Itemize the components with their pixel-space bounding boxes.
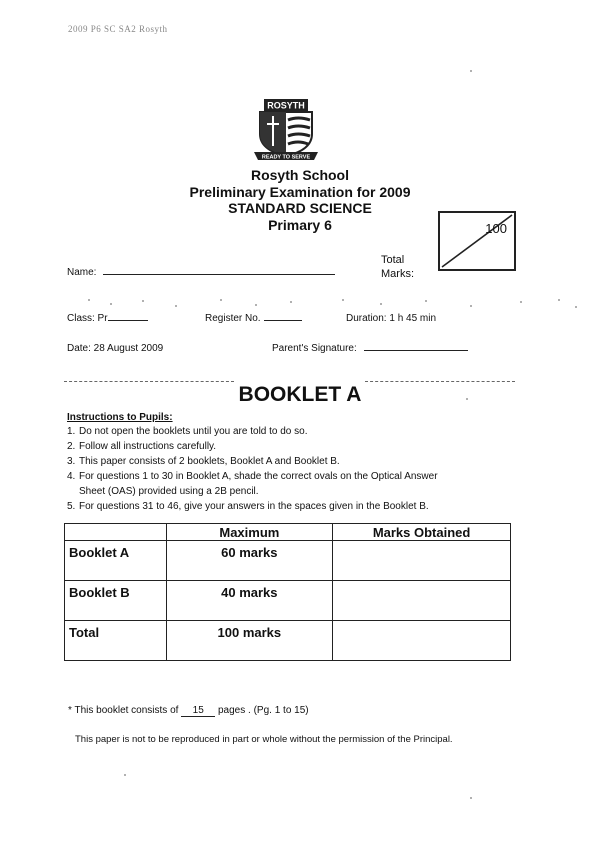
register-label: Register No. (205, 313, 261, 324)
row-max: 40 marks (166, 581, 333, 621)
total-marks-label (381, 253, 414, 281)
row-max: 60 marks (166, 541, 333, 581)
instruction-item (67, 469, 537, 484)
booklet-title: BOOKLET A (238, 383, 362, 406)
row-obtained[interactable] (333, 541, 511, 581)
instruction-number: 2. (67, 441, 76, 452)
pages-note-suffix: pages . (Pg. 1 to 15) (218, 705, 309, 716)
table-row (65, 581, 511, 621)
duration: Duration: 1 h 45 min (346, 313, 437, 324)
total-marks-box (438, 211, 516, 271)
instruction-item (67, 484, 537, 499)
instructions-list (67, 424, 537, 514)
pages-note-prefix: * This booklet consists of (68, 705, 179, 716)
exam-date: Date: 28 August 2009 (67, 343, 164, 354)
instruction-text: Follow all instructions carefully. (79, 441, 217, 452)
instruction-number: 4. (67, 471, 76, 482)
page-count: 15 (181, 705, 215, 717)
row-max: 100 marks (166, 621, 333, 661)
table-header (65, 524, 167, 541)
table-header-row (65, 524, 511, 541)
total-marks-max: 100 (485, 221, 507, 236)
instruction-text: Do not open the booklets until you are told to do so. (79, 426, 308, 437)
scan-speck (466, 398, 468, 400)
instruction-number: 1. (67, 426, 76, 437)
instruction-text: For questions 31 to 46, give your answers in the spaces given in the Booklet B. (79, 501, 429, 512)
divider-right (365, 381, 515, 382)
instruction-number: 5. (67, 501, 76, 512)
scan-noise (80, 297, 580, 309)
pages-note (68, 705, 309, 717)
row-label: Booklet A (65, 541, 167, 581)
svg-text:ROSYTH: ROSYTH (267, 100, 305, 111)
scan-speck (470, 70, 472, 72)
instruction-item (67, 424, 537, 439)
row-label: Total (65, 621, 167, 661)
scan-speck (470, 797, 472, 799)
table-row (65, 541, 511, 581)
instruction-text: Sheet (OAS) provided using a 2B pencil. (79, 486, 259, 497)
total-label-line1: Total (381, 254, 405, 266)
table-header: Maximum (166, 524, 333, 541)
name-label: Name: (67, 267, 97, 278)
signature-line[interactable] (364, 350, 468, 351)
level-title: Primary 6 (268, 217, 332, 233)
row-label: Booklet B (65, 581, 167, 621)
instruction-item (67, 439, 537, 454)
signature-label: Parent's Signature: (272, 343, 357, 354)
subject-title: STANDARD SCIENCE (228, 200, 372, 216)
register-line[interactable] (264, 320, 302, 321)
school-name: Rosyth School (250, 167, 349, 183)
school-crest-logo (250, 98, 322, 164)
name-line[interactable] (103, 274, 335, 275)
total-label-line2: Marks: (381, 268, 414, 280)
scan-speck (124, 774, 126, 776)
row-obtained[interactable] (333, 581, 511, 621)
instruction-item (67, 499, 537, 514)
class-field (67, 313, 148, 324)
header-code: 2009 P6 SC SA2 Rosyth (68, 24, 168, 34)
instructions-heading: Instructions to Pupils: (67, 412, 173, 423)
exam-title: Preliminary Examination for 2009 (189, 184, 411, 200)
instruction-item (67, 454, 537, 469)
divider-left (64, 381, 234, 382)
register-field (205, 313, 302, 324)
permission-notice: This paper is not to be reproduced in part or whole without the permission of the Principal. (75, 734, 453, 745)
instruction-number (67, 484, 79, 499)
instruction-text: For questions 1 to 30 in Booklet A, shade the correct ovals on the Optical Answer (79, 471, 438, 482)
name-field (67, 267, 335, 278)
instruction-text: This paper consists of 2 booklets, Booklet A and Booklet B. (79, 456, 340, 467)
table-row (65, 621, 511, 661)
svg-text:READY TO SERVE: READY TO SERVE (261, 154, 311, 161)
marks-table (64, 523, 511, 661)
class-line[interactable] (108, 320, 148, 321)
instruction-number: 3. (67, 456, 76, 467)
table-header: Marks Obtained (333, 524, 511, 541)
row-obtained[interactable] (333, 621, 511, 661)
signature-field (272, 343, 468, 354)
class-label: Class: Pr (67, 313, 108, 324)
